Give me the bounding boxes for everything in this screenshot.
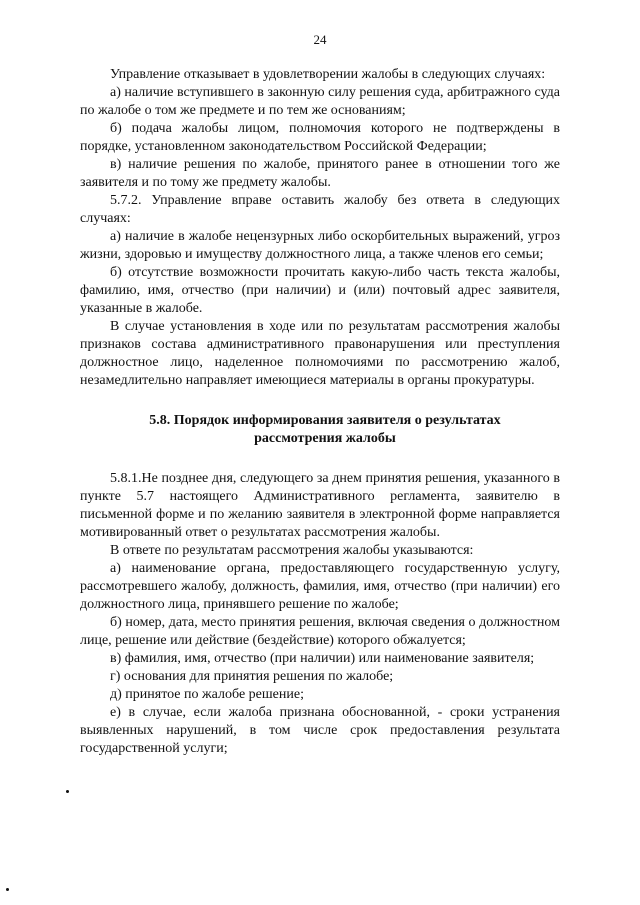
paragraph: В ответе по результатам рассмотрения жалобы указываются: [110,543,474,558]
section-heading: 5.8. Порядок информирования заявителя о результатах рассмотрения жалобы [149,413,501,446]
paragraph: 5.8.1.Не позднее дня, следующего за днем принятия решения, указанного в пункте 5.7 настоящего Административного регламента, заявителю в письменной форме и по желанию заявителя в электронной форме направляется мотивированный ответ о результатах рассмотрения жалобы. [80,471,560,540]
scan-dot [6,888,9,891]
paragraph: а) наличие в жалобе нецензурных либо оскорбительных выражений, угроз жизни, здоровью и имуществу должностного лица, а также членов его семьи; [80,229,560,262]
scan-dot [66,790,69,793]
paragraph: в) фамилия, имя, отчество (при наличии) или наименование заявителя; [110,651,535,666]
paragraph: Управление отказывает в удовлетворении жалобы в следующих случаях: [110,67,546,82]
paragraph: а) наименование органа, предоставляющего государственную услугу, рассмотревшего жалобу, должность, фамилия, имя, отчество (при наличии) его должностного лица, принявшего решение по жалобе; [80,561,560,612]
page-number: 24 [313,32,327,47]
paragraph: а) наличие вступившего в законную силу решения суда, арбитражного суда по жалобе о том же предмете и по тем же основаниям; [80,85,560,118]
paragraph: В случае установления в ходе или по результатам рассмотрения жалобы признаков состава административного правонарушения или преступления должностное лицо, наделенное полномочиями по рассмотрению жалоб, незамедлительно направляет имеющиеся материалы в органы прокуратуры. [80,319,560,388]
paragraph: б) номер, дата, место принятия решения, включая сведения о должностном лице, решение или действие (бездействие) которого обжалуется; [80,615,560,648]
paragraph: б) отсутствие возможности прочитать какую-либо часть текста жалобы, фамилию, имя, отчество (при наличии) и (или) почтовый адрес заявителя, указанные в жалобе. [80,265,560,316]
paragraph: д) принятое по жалобе решение; [110,687,304,702]
document-body [80,66,560,758]
paragraph: 5.7.2. Управление вправе оставить жалобу без ответа в следующих случаях: [80,193,560,226]
paragraph: е) в случае, если жалоба признана обоснованной, - сроки устранения выявленных нарушений, в том числе срок предоставления результата государственной услуги; [80,705,560,756]
paragraph: г) основания для принятия решения по жалобе; [110,669,394,684]
paragraph: б) подача жалобы лицом, полномочия которого не подтверждены в порядке, установленном законодательством Российской Федерации; [80,121,560,154]
paragraph: в) наличие решения по жалобе, принятого ранее в отношении того же заявителя и по тому же предмету жалобы. [80,157,560,190]
